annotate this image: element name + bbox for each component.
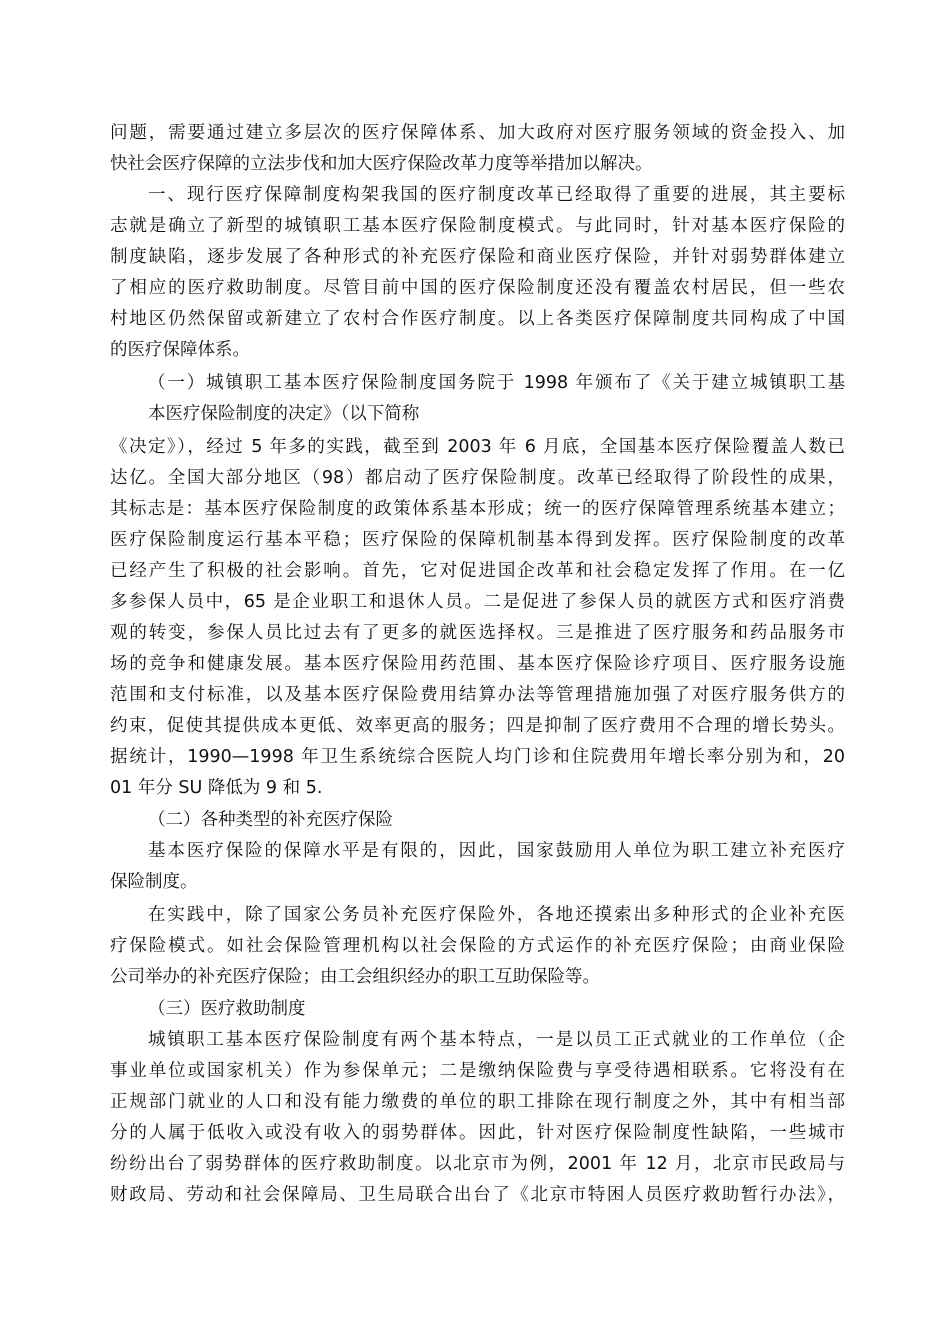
text-line: 《决定》），经过 5 年多的实践，截至到 2003 年 6 月底，全国基本医疗保险覆盖人数已 [110, 437, 845, 457]
text-line: 村地区仍然保留或新建立了农村合作医疗制度。以上各类医疗保障制度共同构成了中国 [110, 309, 845, 329]
text-line: 财政局、劳动和社会保障局、卫生局联合出台了《北京市特困人员医疗救助暂行办法》， [110, 1185, 845, 1205]
subsection-heading: （一）城镇职工基本医疗保险制度国务院于 1998 年颁布了《关于建立城镇职工基 [148, 373, 845, 393]
text-line: 纷纷出台了弱势群体的医疗救助制度。以北京市为例，2001 年 12 月，北京市民政局与 [110, 1154, 845, 1174]
text-line: 据统计，1990—1998 年卫生系统综合医院人均门诊和住院费用年增长率分别为和，20 [110, 747, 845, 767]
text-line: 保险制度。 [110, 872, 198, 892]
text-line: 观的转变，参保人员比过去有了更多的就医选择权。三是推进了医疗服务和药品服务市 [110, 623, 845, 643]
subsection-heading: （二）各种类型的补充医疗保险 [148, 810, 393, 830]
subsection-heading: （三）医疗救助制度 [148, 999, 306, 1019]
text-line: 医疗保险制度运行基本平稳；医疗保险的保障机制基本得到发挥。医疗保险制度的改革 [110, 530, 845, 550]
text-line: 基本医疗保险的保障水平是有限的，因此，国家鼓励用人单位为职工建立补充医疗 [148, 841, 845, 861]
text-line: 事业单位或国家机关）作为参保单元；二是缴纳保险费与享受待遇相联系。它将没有在 [110, 1061, 845, 1081]
text-line: 正规部门就业的人口和没有能力缴费的单位的职工排除在现行制度之外，其中有相当部 [110, 1092, 845, 1112]
text-line: 快社会医疗保障的立法步伐和加大医疗保险改革力度等举措加以解决。 [110, 154, 653, 174]
text-line: 已经产生了积极的社会影响。首先，它对促进国企改革和社会稳定发挥了作用。在一亿 [110, 561, 845, 581]
text-line: 疗保险模式。如社会保险管理机构以社会保险的方式运作的补充医疗保险；由商业保险 [110, 936, 845, 956]
section-heading: 一、现行医疗保障制度构架我国的医疗制度改革已经取得了重要的进展，其主要标 [148, 185, 845, 205]
text-line: 场的竞争和健康发展。基本医疗保险用药范围、基本医疗保险诊疗项目、医疗服务设施 [110, 654, 845, 674]
text-line: 志就是确立了新型的城镇职工基本医疗保险制度模式。与此同时，针对基本医疗保险的 [110, 216, 845, 236]
text-line: 问题，需要通过建立多层次的医疗保障体系、加大政府对医疗服务领域的资金投入、加 [110, 123, 845, 143]
subsection-heading-cont: 本医疗保险制度的决定》（以下简称 [148, 404, 420, 424]
text-line: 制度缺陷，逐步发展了各种形式的补充医疗保险和商业医疗保险，并针对弱势群体建立 [110, 247, 845, 267]
text-line: 分的人属于低收入或没有收入的弱势群体。因此，针对医疗保险制度性缺陷，一些城市 [110, 1123, 845, 1143]
text-line: 达亿。全国大部分地区（98）都启动了医疗保险制度。改革已经取得了阶段性的成果， [110, 468, 845, 488]
text-line: 公司举办的补充医疗保险；由工会组织经办的职工互助保险等。 [110, 967, 600, 987]
text-line: 多参保人员中，65 是企业职工和退休人员。二是促进了参保人员的就医方式和医疗消费 [110, 592, 845, 612]
text-line: 的医疗保障体系。 [110, 340, 250, 360]
text-line: 在实践中，除了国家公务员补充医疗保险外，各地还摸索出多种形式的企业补充医 [148, 905, 845, 925]
text-line: 约束，促使其提供成本更低、效率更高的服务；四是抑制了医疗费用不合理的增长势头。 [110, 716, 845, 736]
text-line: 了相应的医疗救助制度。尽管目前中国的医疗保险制度还没有覆盖农村居民，但一些农 [110, 278, 845, 298]
text-line: 其标志是：基本医疗保险制度的政策体系基本形成；统一的医疗保障管理系统基本建立； [110, 499, 845, 519]
text-line: 城镇职工基本医疗保险制度有两个基本特点，一是以员工正式就业的工作单位（企 [148, 1030, 845, 1050]
text-line: 范围和支付标准，以及基本医疗保险费用结算办法等管理措施加强了对医疗服务供方的 [110, 685, 845, 705]
text-line: 01 年分 SU 降低为 9 和 5. [110, 778, 323, 798]
